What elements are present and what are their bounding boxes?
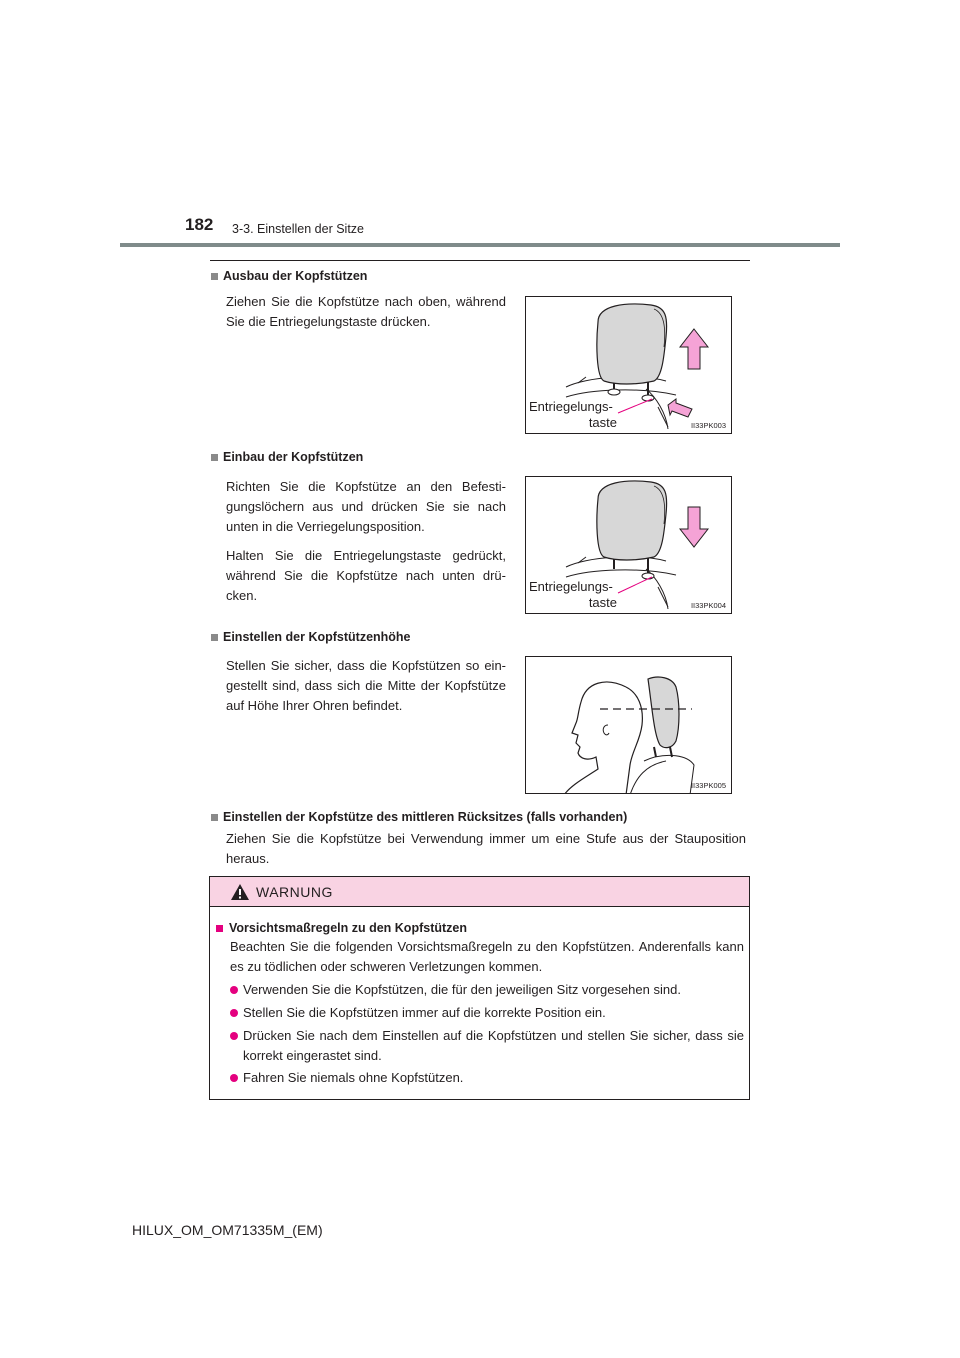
center-rear-paragraph: Ziehen Sie die Kopfstütze bei Verwendung immer um eine Stufe aus der Stauposition heraus.: [226, 831, 746, 866]
warning-intro: Beachten Sie die folgenden Vorsichtsmaßregeln zu den Kopfstützen. Anderenfalls kann es zu tödlichen oder schweren Verletzungen kommen.: [230, 939, 744, 974]
warning-subheading-text: Vorsichtsmaßregeln zu den Kopfstützen: [229, 921, 467, 935]
page-number: 182: [185, 215, 214, 234]
head-position-illustration: [526, 657, 732, 794]
pink-dot-icon: [230, 1009, 238, 1017]
warning-subheading: [216, 921, 467, 935]
heading-text: Einbau der Kopfstützen: [223, 450, 364, 464]
section-heading-height: [211, 630, 411, 644]
pink-dot-icon: [230, 1032, 238, 1040]
warning-bullet-text: Verwenden Sie die Kopfstützen, die für den jeweiligen Sitz vorgesehen sind.: [243, 982, 681, 997]
arrow-up-icon: [680, 329, 708, 369]
section-heading-removal: [211, 269, 367, 283]
figure-label-line2: taste: [588, 415, 617, 430]
warning-bullet-text: Stellen Sie die Kopfstützen immer auf die korrekte Position ein.: [243, 1005, 606, 1020]
warning-title: WARNUNG: [256, 883, 333, 900]
figure-height: [525, 656, 732, 794]
figure-removal: [525, 296, 732, 434]
pink-dot-icon: [230, 986, 238, 994]
height-paragraph: Stellen Sie sicher, dass die Kopfstützen so ein- gestellt sind, dass sich die Mitte der Kopfstütze auf Höhe Ihrer Ohren befindet.: [226, 658, 506, 713]
figure-label-line1: Entriegelungs-: [529, 399, 613, 414]
warning-bullet-text: Drücken Sie nach dem Einstellen auf die Kopfstützen und stellen Sie sicher, dass sie korrekt eingerastet sind.: [243, 1028, 744, 1063]
warning-bullet: [230, 1068, 744, 1088]
section-rule: [210, 260, 750, 261]
figure-code: II33PK004: [690, 601, 726, 610]
figure-code: II33PK003: [690, 421, 726, 430]
section-heading-center-rear: [211, 810, 627, 824]
figure-code: II33PK005: [690, 781, 726, 790]
figure-label-line2: taste: [588, 595, 617, 610]
heading-text: Einstellen der Kopfstützenhöhe: [223, 630, 411, 644]
chapter-title: 3-3. Einstellen der Sitze: [232, 222, 365, 236]
heading-text: Einstellen der Kopfstütze des mittleren Rücksitzes (falls vorhanden): [223, 810, 628, 824]
removal-paragraph: Ziehen Sie die Kopfstütze nach oben, während Sie die Entriegelungstaste drücken.: [226, 294, 506, 329]
square-bullet-icon: [211, 634, 218, 641]
footer-doc-id: HILUX_OM_OM71335M_(EM): [132, 1222, 323, 1238]
heading-text: Ausbau der Kopfstützen: [223, 269, 368, 283]
installation-paragraph-2: Halten Sie die Entriegelungstaste gedrückt, während Sie die Kopfstütze nach unten drü- cken.: [226, 548, 506, 603]
pink-square-bullet-icon: [216, 925, 223, 932]
header-rule: [120, 243, 840, 247]
figure-label: [529, 399, 617, 431]
warning-triangle-icon: [230, 883, 250, 901]
warning-bullet: [230, 980, 744, 1000]
square-bullet-icon: [211, 273, 218, 280]
warning-bullet: [230, 1003, 744, 1023]
warning-bullet: [230, 1026, 744, 1066]
square-bullet-icon: [211, 814, 218, 821]
warning-box: [209, 876, 750, 1100]
figure-label-line1: Entriegelungs-: [529, 579, 613, 594]
figure-installation: [525, 476, 732, 614]
section-heading-installation: [211, 450, 363, 464]
warning-header: [210, 877, 749, 907]
figure-label: [529, 579, 617, 611]
pink-dot-icon: [230, 1074, 238, 1082]
warning-bullet-text: Fahren Sie niemals ohne Kopfstützen.: [243, 1070, 464, 1085]
installation-paragraph-1: Richten Sie die Kopfstütze an den Befesti- gungslöchern aus und drücken Sie sie nach unten in die Verriegelungsposition.: [226, 479, 506, 534]
square-bullet-icon: [211, 454, 218, 461]
arrow-down-icon: [680, 507, 708, 547]
